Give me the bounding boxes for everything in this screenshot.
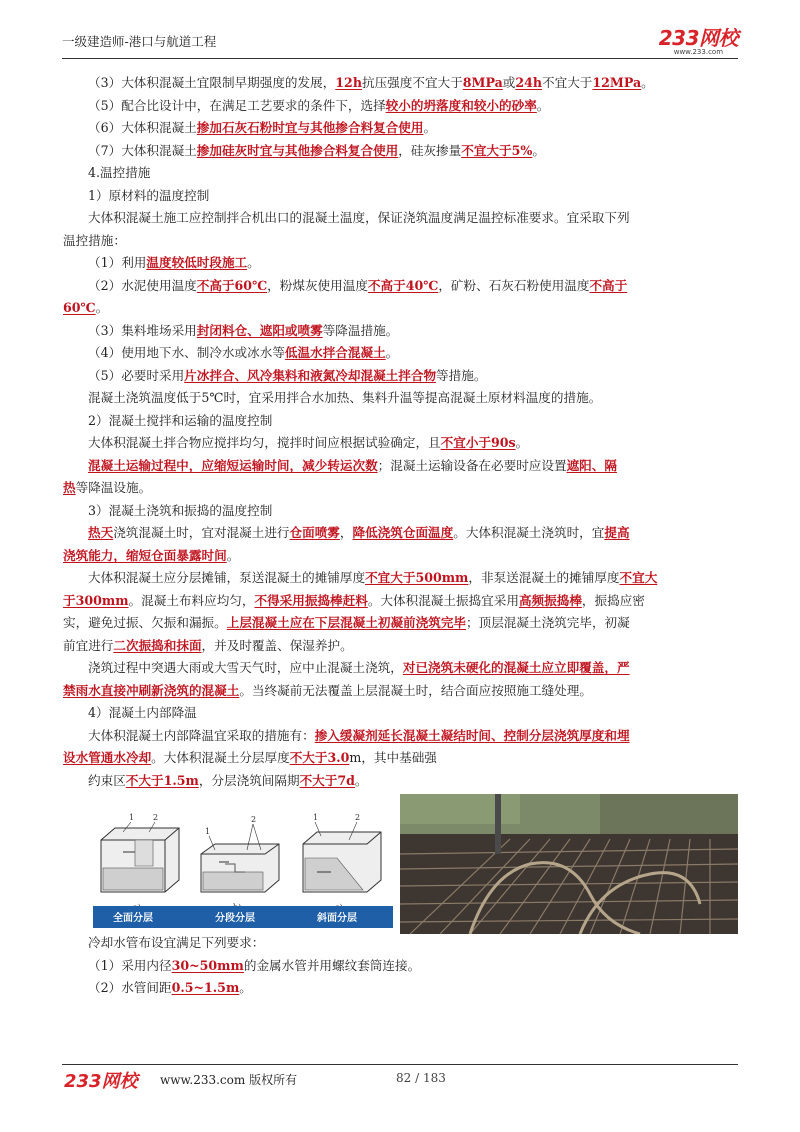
body-text: ，粉煤灰使用温度	[267, 277, 368, 293]
key-point-text: 设水管通水冷却	[63, 750, 152, 765]
key-point-text: 热	[63, 480, 76, 495]
body-text: 。	[247, 255, 260, 270]
diagram-caption-bar	[93, 906, 393, 928]
body-text: 。	[226, 547, 240, 563]
body-text: 冷却水管布设宜满足下列要求：	[88, 935, 265, 950]
key-point-text: 30~50mm	[171, 957, 244, 973]
diagram-num: 2	[355, 813, 361, 822]
key-point-text: 二次振捣和抹面	[113, 637, 202, 653]
text-line	[88, 320, 738, 343]
text-line	[88, 342, 738, 365]
key-point-text: 上层混凝土应在下层混凝土初凝前浇筑完毕	[226, 615, 466, 630]
caption-full-layer: 全面分层	[113, 913, 153, 924]
body-text: ，非泵送混凝土的摊铺厚度	[468, 570, 620, 585]
key-point-text: 8MPa	[462, 75, 503, 90]
text-line	[88, 702, 738, 725]
body-text: 4）混凝土内部降温	[88, 705, 197, 720]
brand-logo[interactable]	[659, 22, 738, 56]
diagram-num: 1	[129, 813, 135, 822]
body-text: ，振捣应密	[581, 592, 645, 608]
body-text: 的金属水管并用螺纹套筒连接。	[243, 957, 421, 973]
body-text: 4.温控措施	[88, 165, 151, 180]
body-text: 。大体积混凝土分层厚度	[151, 750, 290, 765]
text-line	[88, 770, 738, 793]
page-number: 82 / 183	[396, 1071, 446, 1085]
footer-site[interactable]: www.233.com 版权所有	[160, 1073, 298, 1087]
body-text: 。	[354, 772, 368, 788]
body-text: 抗压强度不宜大于	[361, 75, 463, 90]
text-line	[63, 635, 738, 658]
key-point-text: 掺加石灰石粉时宜与其他掺合料复合使用	[196, 120, 424, 135]
cooling-pipe-photo	[400, 794, 738, 934]
key-point-text: 0.5~1.5m	[171, 980, 240, 995]
text-line	[88, 657, 738, 680]
text-line	[88, 162, 738, 185]
body-text: 。	[385, 345, 399, 360]
key-point-text: 不大于1.5m	[125, 772, 199, 788]
body-text: （6）大体积混凝土	[88, 120, 197, 135]
key-point-text: 混凝土运输过程中，应缩短运输时间，减少转运次数	[88, 457, 378, 473]
key-point-text: 高频振捣棒	[518, 592, 582, 608]
text-line	[88, 117, 738, 140]
body-text: 实，避免过振、欠振和漏振。	[63, 615, 227, 630]
body-text: （1）采用内径	[88, 957, 172, 973]
key-point-text: 24h	[515, 75, 543, 90]
page-header	[62, 18, 738, 59]
key-point-text: 片冰拌合、风冷集料和液氮冷却混凝土拌合物	[184, 367, 437, 383]
caption-segment-layer: 分段分层	[215, 913, 255, 924]
key-point-text: 浇筑能力，缩短仓面暴露时间	[63, 547, 227, 563]
page-content	[63, 72, 738, 1000]
text-line	[88, 432, 738, 455]
key-point-text: 不大于3.0	[289, 750, 350, 765]
key-point-text: 12h	[335, 75, 362, 90]
key-point-text: 低温水拌合混凝土	[284, 345, 386, 360]
body-text: 温控措施：	[63, 232, 126, 248]
text-line	[88, 252, 738, 275]
text-line	[88, 95, 738, 118]
body-text: 。	[641, 75, 654, 90]
body-text: （1）利用	[88, 255, 147, 270]
key-point-text: 于300mm	[63, 592, 129, 608]
key-point-text: 不大于7d	[299, 772, 355, 788]
body-text: 浇筑混凝土时，宜对混凝土进行	[113, 525, 290, 540]
text-line	[63, 680, 738, 703]
key-point-text: 掺入缓凝剂延长混凝土凝结时间、控制分层浇筑厚度和埋	[314, 727, 630, 743]
body-text: 等措施。	[436, 367, 487, 383]
body-text: 不宜大于	[542, 75, 593, 90]
diagram-num: 2	[251, 815, 257, 824]
body-text: 。大体积混凝土浇筑时，宜	[453, 525, 605, 540]
key-point-text: 对已浇筑未硬化的混凝土应立即覆盖，严	[402, 660, 630, 675]
body-text: 混凝土浇筑温度低于5℃时，宜采用拌合水加热、集料升温等提高混凝土原材料温度的措施。	[88, 390, 602, 405]
body-text: 。	[532, 142, 545, 158]
key-point-text: 降低浇筑仓面温度	[352, 525, 454, 540]
text-line	[88, 207, 738, 230]
key-point-text: 60℃	[63, 300, 96, 315]
body-text: （5）配合比设计中，在满足工艺要求的条件下，选择	[88, 97, 386, 113]
text-line	[88, 365, 738, 388]
body-text: 1）原材料的温度控制	[88, 187, 210, 203]
text-line	[63, 297, 738, 320]
text-line	[88, 185, 738, 208]
body-text: 。当终凝前无法覆盖上层混凝土时，结合面应按照施工缝处理。	[239, 682, 592, 698]
key-point-text: 不高于60℃	[196, 277, 268, 293]
diagram-num: 1	[205, 827, 211, 836]
figure-row	[88, 794, 738, 932]
text-line	[63, 477, 738, 500]
body-text: （3）大体积混凝土宜限制早期强度的发展，	[88, 75, 336, 90]
key-point-text: 遮阳、隔	[566, 457, 617, 473]
body-text: （7）大体积混凝土	[88, 142, 197, 158]
body-text: 。	[536, 97, 550, 113]
text-line	[88, 72, 738, 95]
key-point-text: 不宜大于500mm	[365, 570, 469, 585]
body-text: 大体积混凝土内部降温宜采取的措施有：	[88, 727, 315, 743]
text-block-lower	[88, 932, 738, 1000]
text-line	[88, 455, 738, 478]
text-line	[88, 275, 738, 298]
key-point-text: 提高	[604, 525, 630, 540]
body-text: 等降温措施。	[322, 322, 399, 338]
body-text: 浇筑过程中突遇大雨或大雪天气时，应中止混凝土浇筑，	[88, 660, 403, 675]
key-point-text: 不得采用振捣棒赶料	[254, 592, 368, 608]
body-text: 3）混凝土浇筑和振捣的温度控制	[88, 502, 273, 518]
text-line	[88, 725, 738, 748]
key-point-text: 不宜大于5%	[461, 142, 533, 158]
key-point-text: 温度较低时段施工	[146, 255, 248, 270]
text-line	[88, 977, 738, 1000]
key-point-text: 封闭料仓、遮阳或喷雾	[196, 322, 323, 338]
body-text: （2）水泥使用温度	[88, 277, 197, 293]
body-text: （4）使用地下水、制冷水或冰水等	[88, 345, 285, 360]
text-line	[88, 140, 738, 163]
body-text: 。大体积混凝土振捣宜采用	[367, 592, 519, 608]
diagram-num: 2	[153, 813, 159, 822]
key-point-text: 不高于	[589, 277, 628, 293]
body-text: 。	[515, 435, 529, 450]
key-point-text: 禁雨水直接冲刷新浇筑的混凝土	[63, 682, 240, 698]
body-text: （2）水管间距	[88, 980, 172, 995]
body-text: 2）混凝土搅拌和运输的温度控制	[88, 412, 273, 428]
body-text: 或	[502, 75, 516, 90]
text-block-upper	[63, 72, 738, 792]
body-text: 大体积混凝土拌合物应搅拌均匀，搅拌时间应根据试验确定，且	[88, 435, 441, 450]
brand-logo-url: www.233.com	[673, 48, 724, 56]
key-point-text: 不高于40℃	[367, 277, 439, 293]
caption-inclined-layer: 斜面分层	[317, 913, 357, 924]
diagram-c	[303, 813, 381, 912]
body-text: （5）必要时采用	[88, 367, 185, 383]
body-text: 。	[95, 300, 109, 315]
key-point-text: 较小的坍落度和较小的砂率	[385, 97, 537, 113]
text-line	[88, 410, 738, 433]
body-text: 前宜进行	[63, 637, 114, 653]
body-text: m，其中基础强	[349, 750, 437, 765]
text-line	[63, 545, 738, 568]
body-text: （3）集料堆场采用	[88, 322, 197, 338]
body-text: ，硅灰掺量	[398, 142, 462, 158]
body-text: ，矿粉、石灰石粉使用温度	[438, 277, 590, 293]
page-footer	[62, 1064, 738, 1092]
body-text: 约束区	[88, 772, 126, 788]
key-point-text: 不宜大	[619, 570, 658, 585]
text-line	[88, 522, 738, 545]
body-text: ，	[339, 525, 353, 540]
body-text: 大体积混凝土施工应控制拌合机出口的混凝土温度，保证浇筑温度满足温控标准要求。宜采取下列	[88, 210, 630, 225]
text-line	[88, 567, 738, 590]
text-line	[63, 612, 738, 635]
key-point-text: 不宜小于90s	[440, 435, 516, 450]
document-title: 一级建造师-港口与航道工程	[62, 34, 217, 49]
diagram-b	[201, 815, 279, 912]
key-point-text: 仓面喷雾	[289, 525, 340, 540]
text-line	[63, 747, 738, 770]
body-text: ；混凝土运输设备在必要时应设置	[377, 457, 567, 473]
body-text: ，分层浇筑间隔期	[198, 772, 300, 788]
key-point-text: 12MPa	[592, 75, 642, 90]
text-line	[88, 500, 738, 523]
brand-logo-text: 233网校	[658, 26, 738, 50]
diagram-a	[101, 813, 179, 912]
body-text: 。	[239, 980, 252, 995]
text-line	[63, 230, 738, 253]
text-line	[88, 387, 738, 410]
key-point-text: 热天	[88, 525, 114, 540]
body-text: 等降温设施。	[75, 480, 152, 495]
body-text: 。	[423, 120, 437, 135]
body-text: ；顶层混凝土浇筑完毕，初凝	[466, 615, 630, 630]
body-text: 大体积混凝土应分层摊铺，泵送混凝土的摊铺厚度	[88, 570, 366, 585]
footer-logo[interactable]: 233网校	[64, 1071, 138, 1092]
text-line	[63, 590, 738, 613]
body-text: 。混凝土布料应均匀，	[128, 592, 255, 608]
text-line	[88, 955, 738, 978]
key-point-text: 掺加硅灰时宜与其他掺合料复合使用	[196, 142, 399, 158]
diagram-num: 1	[313, 813, 319, 822]
text-line	[88, 932, 738, 955]
body-text: ，并及时覆盖、保湿养护。	[201, 637, 353, 653]
